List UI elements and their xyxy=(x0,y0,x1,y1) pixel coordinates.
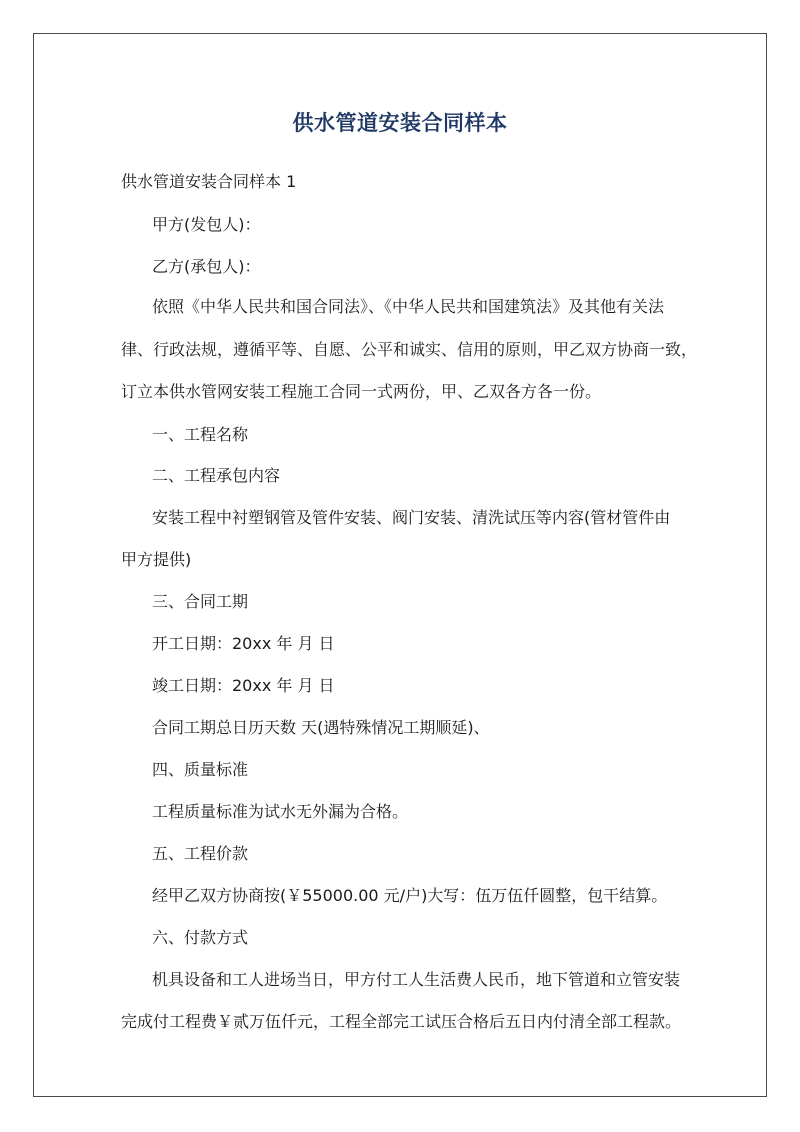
section-heading-4: 四、质量标准 xyxy=(152,760,249,779)
party-a-line: 甲方(发包人)： xyxy=(152,215,261,234)
section-heading-6: 六、付款方式 xyxy=(152,928,249,947)
section-heading-1: 一、工程名称 xyxy=(152,425,249,444)
duration-line: 合同工期总日历天数 天(遇特殊情况工期顺延)、 xyxy=(152,718,490,737)
contract-subtitle: 供水管道安装合同样本 1 xyxy=(121,172,297,191)
payment-line-2: 完成付工程费￥贰万伍仟元，工程全部完工试压合格后五日内付清全部工程款。 xyxy=(121,1012,682,1031)
preamble-line-3: 订立本供水管网安装工程施工合同一式两份，甲、乙双各方各一份。 xyxy=(121,382,602,401)
completion-date-line: 竣工日期：20xx 年 月 日 xyxy=(152,676,335,695)
party-b-line: 乙方(承包人)： xyxy=(152,257,261,276)
quality-line: 工程质量标准为试水无外漏为合格。 xyxy=(152,802,409,821)
section-heading-2: 二、工程承包内容 xyxy=(152,466,281,485)
section-heading-3: 三、合同工期 xyxy=(152,592,249,611)
scope-line-2: 甲方提供) xyxy=(121,550,192,569)
start-date-line: 开工日期：20xx 年 月 日 xyxy=(152,634,335,653)
section-heading-5: 五、工程价款 xyxy=(152,844,249,863)
document-title: 供水管道安装合同样本 xyxy=(292,111,508,135)
price-line: 经甲乙双方协商按(￥55000.00 元/户)大写：伍万伍仟圆整，包干结算。 xyxy=(152,886,668,905)
preamble-line-1: 依照《中华人民共和国合同法》、《中华人民共和国建筑法》及其他有关法 xyxy=(152,297,665,316)
preamble-line-2: 律、行政法规，遵循平等、自愿、公平和诚实、信用的原则，甲乙双方协商一致， xyxy=(121,340,698,359)
payment-line-1: 机具设备和工人进场当日，甲方付工人生活费人民币，地下管道和立管安装 xyxy=(152,970,681,989)
scope-line-1: 安装工程中衬塑钢管及管件安装、阀门安装、清洗试压等内容(管材管件由 xyxy=(152,508,671,527)
